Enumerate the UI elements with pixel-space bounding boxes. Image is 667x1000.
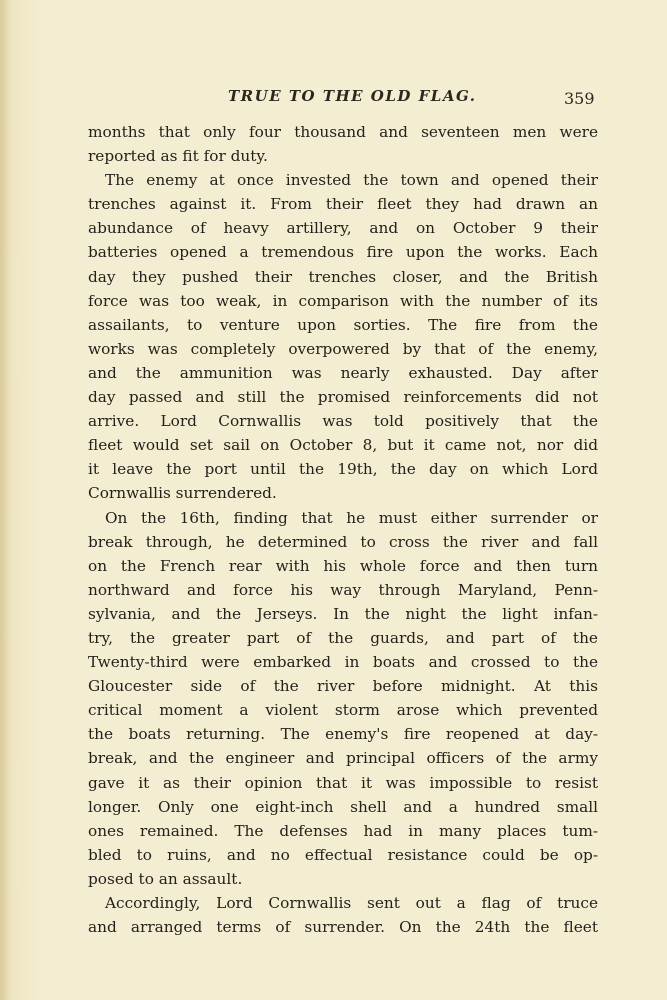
- text-line: sylvania, and the Jerseys. In the night the light infan-: [88, 604, 598, 623]
- text-line: longer. Only one eight-inch shell and a hundred small: [88, 797, 598, 816]
- text-line: trenches against it. From their fleet they had drawn an: [88, 195, 598, 214]
- text-line: months that only four thousand and seventeen men were: [88, 123, 598, 141]
- text-line: On the 16th, finding that he must either surrender or: [105, 508, 598, 527]
- text-line: bled to ruins, and no effectual resistance could be op-: [88, 845, 598, 864]
- text-line: assailants, to venture upon sorties. The fire from the: [88, 315, 598, 334]
- text-line: try, the greater part of the guards, and part of the: [88, 628, 598, 647]
- text-line: posed to an assault.: [88, 869, 243, 888]
- text-line: works was completely overpowered by that of the enemy,: [88, 339, 598, 358]
- text-line: and arranged terms of surrender. On the 24th the fleet: [88, 918, 598, 937]
- text-line: batteries opened a tremendous fire upon the works. Each: [88, 243, 598, 262]
- text-line: it leave the port until the 19th, the day on which Lord: [88, 460, 598, 479]
- text-line: abundance of heavy artillery, and on October 9 their: [88, 219, 598, 238]
- text-line: Twenty-third were embarked in boats and crossed to the: [88, 653, 598, 672]
- text-line: on the French rear with his whole force and then turn: [88, 556, 598, 575]
- text-line: The enemy at once invested the town and opened their: [105, 171, 598, 190]
- text-line: force was too weak, in comparison with the number of its: [88, 291, 598, 310]
- text-line: fleet would set sail on October 8, but it came not, nor did: [88, 436, 598, 455]
- text-line: Cornwallis surrendered.: [88, 484, 277, 503]
- text-line: break, and the engineer and principal officers of the army: [88, 749, 598, 768]
- text-line: break through, he determined to cross the river and fall: [88, 532, 598, 551]
- text-line: day passed and still the promised reinforcements did not: [88, 388, 598, 407]
- body-text: [88, 120, 598, 939]
- text-line: Accordingly, Lord Cornwallis sent out a flag of truce: [105, 894, 598, 912]
- text-line: gave it as their opinion that it was impossible to resist: [88, 773, 598, 792]
- text-line: arrive. Lord Cornwallis was told positively that the: [88, 412, 598, 431]
- page-number: 359: [564, 89, 595, 108]
- running-title: TRUE TO THE OLD FLAG.: [228, 87, 477, 105]
- text-line: ones remained. The defenses had in many places tum-: [88, 821, 598, 840]
- page-header: [0, 87, 667, 111]
- text-line: Gloucester side of the river before midnight. At this: [88, 677, 598, 696]
- text-line: the boats returning. The enemy's fire reopened at day-: [88, 725, 598, 744]
- page-gutter-shadow: [0, 0, 10, 1000]
- text-line: day they pushed their trenches closer, and the British: [88, 267, 598, 286]
- text-line: and the ammunition was nearly exhausted. Day after: [88, 363, 598, 382]
- text-line: critical moment a violent storm arose which prevented: [88, 701, 598, 720]
- text-line: northward and force his way through Maryland, Penn-: [88, 580, 598, 599]
- text-line: reported as fit for duty.: [88, 147, 268, 166]
